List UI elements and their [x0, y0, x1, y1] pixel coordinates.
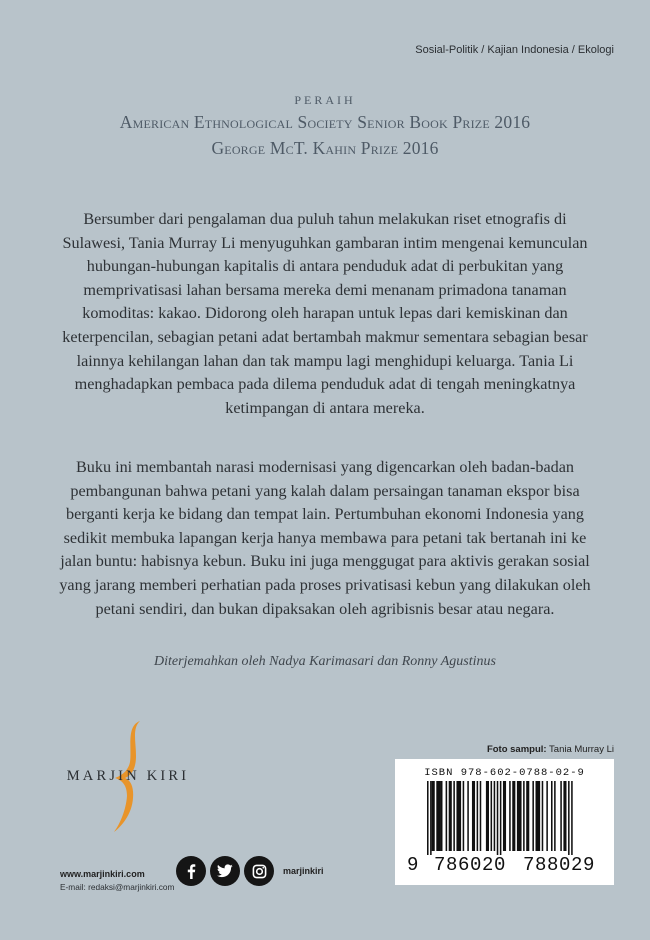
- barcode-bar: [430, 781, 432, 855]
- twitter-icon[interactable]: [210, 856, 240, 886]
- barcode-bar: [571, 781, 573, 855]
- blurb-paragraph-2: Buku ini membantah narasi modernisasi yang digencarkan oleh badan-badan pembangunan bahwa petani yang kalah dalam persaingan tanaman ekspor bisa berganti kerja ke bidang dan tempat lain. Pertumbuhan ekonomi Indonesia yang sedikit membuka lapangan kerja hanya membawa para petani tak bertanah ini ke jalan buntu: habisnya kebun. Buku ini juga menggugat para aktivis gerakan sosial yang jarang memberi perhatian pada proses privatisasi kebun yang dilakukan oleh petani sendiri, dan bukan dipaksakan oleh agribisnis besar atau negara.: [59, 458, 591, 618]
- logo-text: MARJIN KIRI: [66, 768, 190, 784]
- social-handle[interactable]: marjinkiri: [283, 866, 324, 876]
- ean-first-digit: 9: [407, 854, 419, 876]
- barcode-bar: [500, 781, 502, 855]
- barcode-bar: [497, 781, 499, 855]
- barcode-bar: [512, 781, 515, 851]
- photo-credit-label: Foto sampul:: [486, 744, 547, 755]
- barcode-bar: [517, 781, 522, 851]
- barcode-bar: [503, 781, 506, 851]
- blurb-paragraph-1: Bersumber dari pengalaman dua puluh tahun melakukan riset etnografis di Sulawesi, Tania Murray Li menyuguhkan gambaran intim mengenai kemunculan hubungan-hubungan kapitalis di antara penduduk adat di perbukitan yang memprivatisasi lahan bersama mereka demi menanam primadona tanaman komoditas: kakao. Didorong oleh harapan untuk lepas dari kemiskinan dan keterpencilan, sebagian petani adat bertambah makmur sementara sebagian besar lainnya kehilangan lahan dan tak mampu lagi menghidupi keluarga. Tania Li menghadapkan pembaca pada dilema penduduk adat di tengah meningkatnya ketimpangan di antara mereka.: [62, 210, 588, 417]
- barcode-bar: [463, 781, 465, 851]
- barcode-bar: [449, 781, 452, 851]
- publisher-logo: [58, 718, 198, 838]
- barcode-bar: [477, 781, 479, 851]
- barcode-bar: [453, 781, 455, 851]
- award-prize-2: George McT. Kahin Prize 2016: [211, 138, 439, 158]
- facebook-icon[interactable]: [176, 856, 206, 886]
- barcode-bar: [554, 781, 556, 851]
- barcode-bar: [494, 781, 496, 851]
- barcode-bar: [568, 781, 570, 855]
- barcode-bar: [467, 781, 469, 851]
- barcode-bar: [446, 781, 448, 851]
- ean-right-digits: 788029: [522, 854, 595, 876]
- barcode-bar: [441, 781, 443, 851]
- photo-credit-name: Tania Murray Li: [549, 744, 614, 755]
- instagram-icon[interactable]: [244, 856, 274, 886]
- award-heading: PERAIH: [294, 93, 356, 107]
- barcode-bar: [472, 781, 475, 851]
- barcode-bar: [546, 781, 548, 851]
- isbn-barcode: [395, 759, 614, 885]
- barcode-bars: [405, 781, 605, 855]
- barcode-bar: [427, 781, 429, 855]
- email-address[interactable]: E-mail: redaksi@marjinkiri.com: [60, 882, 175, 892]
- barcode-bar: [523, 781, 525, 851]
- translator-credit: Diterjemahkan oleh Nadya Karimasari dan Ronny Agustinus: [154, 654, 496, 669]
- website-link[interactable]: www.marjinkiri.com: [60, 869, 145, 879]
- isbn-text: ISBN 978-602-0788-02-9: [424, 767, 585, 779]
- barcode-bar: [532, 781, 534, 851]
- barcode-bar: [456, 781, 461, 851]
- barcode-bar: [560, 781, 562, 851]
- barcode-bar: [526, 781, 529, 851]
- barcode-bar: [536, 781, 541, 851]
- barcode-bar: [486, 781, 489, 851]
- barcode-bar: [551, 781, 553, 851]
- barcode-bar: [563, 781, 566, 851]
- ean-left-digits: 786020: [433, 854, 506, 876]
- photo-credit: [487, 744, 614, 755]
- barcode-bar: [436, 781, 441, 851]
- category-label: Sosial-Politik / Kajian Indonesia / Ekologi: [415, 44, 614, 56]
- barcode-bar: [491, 781, 493, 851]
- barcode-bar: [432, 781, 435, 851]
- social-icons: [176, 856, 274, 886]
- barcode-bar: [542, 781, 544, 851]
- barcode-bar: [480, 781, 482, 851]
- award-prize-1: American Ethnological Society Senior Book Prize 2016: [119, 112, 531, 132]
- barcode-bar: [509, 781, 511, 851]
